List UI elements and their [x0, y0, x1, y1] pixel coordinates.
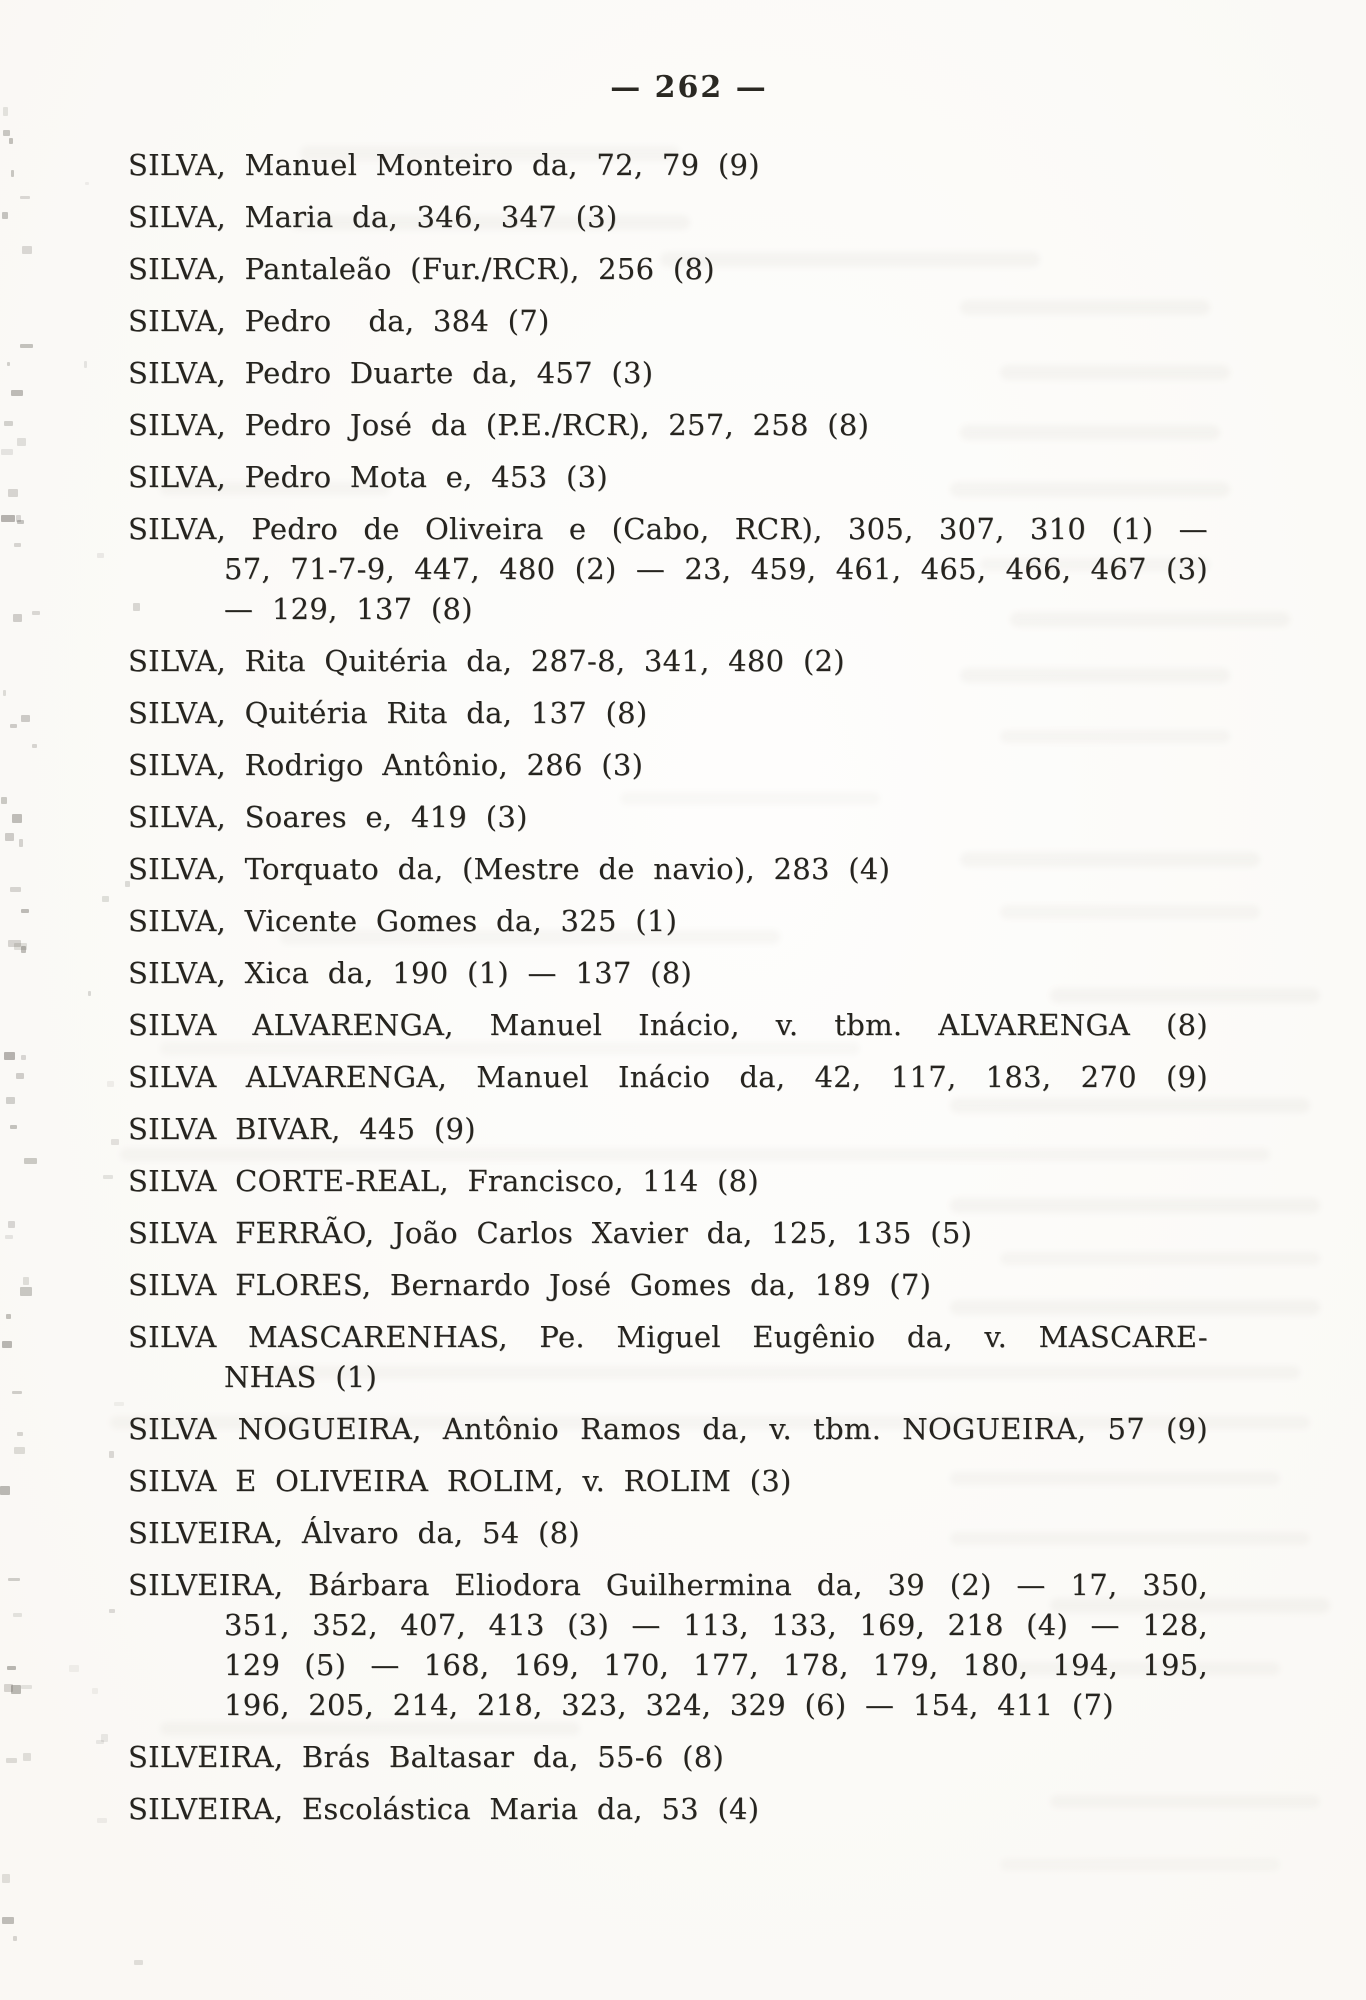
index-entry-line: SILVA, Vicente Gomes da, 325 (1) [128, 904, 678, 938]
scan-speck [14, 543, 21, 548]
index-entry [128, 1789, 1208, 1829]
scan-speck [85, 182, 89, 185]
index-entry-line: SILVA MASCARENHAS, Pe. Miguel Eugênio da, v. MASCARE- [128, 1320, 1208, 1354]
index-entry [128, 1737, 1208, 1777]
scan-speck [1, 515, 15, 521]
scan-speck [8, 1578, 21, 1582]
scan-speck [10, 724, 16, 728]
index-entry [128, 1005, 1208, 1045]
bleedthrough-ghost [1000, 1858, 1280, 1871]
scan-speck [24, 1158, 37, 1164]
index-entry-line: 129 (5) — 168, 169, 170, 177, 178, 179, 180, 194, 195, [224, 1648, 1208, 1682]
scan-speck [3, 107, 8, 116]
scan-speck [84, 361, 88, 368]
scan-speck [69, 1665, 79, 1671]
scan-speck [20, 344, 34, 348]
index-entry-line: SILVA E OLIVEIRA ROLIM, v. ROLIM (3) [128, 1464, 792, 1498]
index-entry-line: SILVA ALVARENGA, Manuel Inácio da, 42, 117, 183, 270 (9) [128, 1060, 1208, 1094]
index-entry [128, 1317, 1208, 1397]
index-entry-line: SILVEIRA, Álvaro da, 54 (8) [128, 1516, 580, 1550]
index-entry-line: SILVA, Pedro Duarte da, 457 (3) [128, 356, 654, 390]
scan-speck [6, 1758, 17, 1763]
index-entry [128, 197, 1208, 237]
scan-speck [19, 839, 23, 847]
index-entry-line: SILVA, Pedro José da (P.E./RCR), 257, 258 (8) [128, 408, 870, 442]
scan-speck [1, 797, 7, 804]
index-entry [128, 1265, 1208, 1305]
scan-speck [11, 1685, 22, 1694]
index-entry [128, 1513, 1208, 1553]
scan-speck [17, 520, 25, 524]
scan-speck [97, 553, 104, 557]
index-entry [128, 953, 1208, 993]
scan-speck [17, 1432, 23, 1437]
scan-speck [7, 1666, 16, 1670]
scan-speck [13, 1613, 22, 1617]
scan-speck [14, 943, 26, 950]
index-entry-line: SILVA, Rodrigo Antônio, 286 (3) [128, 748, 644, 782]
index-entry [128, 353, 1208, 393]
scan-speck [22, 246, 33, 255]
index-entry-line: SILVA, Rita Quitéria da, 287-8, 341, 480 (2) [128, 644, 845, 678]
scan-speck [0, 1486, 10, 1494]
index-entry-line: 196, 205, 214, 218, 323, 324, 329 (6) — 154, 411 (7) [224, 1688, 1114, 1722]
scan-speck [20, 196, 30, 199]
scan-speck [6, 1314, 11, 1319]
scan-speck [9, 138, 13, 145]
index-entry [128, 301, 1208, 341]
index-entry-line: SILVEIRA, Brás Baltasar da, 55-6 (8) [128, 1740, 725, 1774]
index-entry [128, 249, 1208, 289]
index-entry [128, 1565, 1208, 1725]
index-entry [128, 901, 1208, 941]
index-entry-line: SILVEIRA, Bárbara Eliodora Guilhermina da, 39 (2) — 17, 350, [128, 1568, 1208, 1602]
index-entry [128, 641, 1208, 681]
scan-speck [114, 1402, 124, 1406]
scan-speck [103, 1175, 112, 1180]
index-entry-line: SILVA FLORES, Bernardo José Gomes da, 189 (7) [128, 1268, 932, 1302]
index-entry-line: 57, 71-7-9, 447, 480 (2) — 23, 459, 461, 465, 466, 467 (3) [224, 552, 1208, 586]
scan-speck [4, 421, 13, 426]
scan-speck [8, 940, 21, 947]
scan-speck [16, 1073, 24, 1079]
index-entry-line: SILVA, Manuel Monteiro da, 72, 79 (9) [128, 148, 760, 182]
index-entry-line: — 129, 137 (8) [224, 592, 473, 626]
scan-speck [2, 212, 8, 219]
index-entry [128, 693, 1208, 733]
index-entry [128, 1161, 1208, 1201]
scan-speck [1, 449, 13, 455]
index-entry-line: SILVA, Torquato da, (Mestre de navio), 283 (4) [128, 852, 891, 886]
scan-speck [11, 390, 24, 396]
scan-speck [21, 1685, 32, 1688]
index-entry [128, 1057, 1208, 1097]
index-list [128, 145, 1208, 1829]
scan-speck [2, 1341, 12, 1348]
scan-speck [4, 1052, 14, 1060]
scan-speck [21, 1055, 26, 1060]
index-entry [128, 797, 1208, 837]
scan-speck [2, 1874, 10, 1883]
scan-speck [16, 515, 21, 522]
index-entry [128, 849, 1208, 889]
index-entry [128, 457, 1208, 497]
index-entry [128, 745, 1208, 785]
scan-speck [5, 833, 14, 842]
scan-speck [6, 1097, 15, 1104]
scan-speck [32, 744, 37, 748]
scan-speck [97, 1818, 107, 1823]
index-entry [128, 1461, 1208, 1501]
scan-speck [10, 1125, 16, 1129]
index-entry-line: SILVA, Quitéria Rita da, 137 (8) [128, 696, 648, 730]
scan-speck [20, 1287, 32, 1295]
scan-speck [21, 946, 26, 953]
scan-speck [12, 814, 23, 822]
scan-speck [92, 1688, 98, 1694]
index-entry [128, 1109, 1208, 1149]
index-entry [128, 1409, 1208, 1449]
index-entry-line: SILVA ALVARENGA, Manuel Inácio, v. tbm. ALVARENGA (8) [128, 1008, 1208, 1042]
scan-speck [13, 614, 23, 622]
scan-speck [102, 896, 109, 902]
index-entry-line: SILVA, Maria da, 346, 347 (3) [128, 200, 618, 234]
scan-speck [23, 1753, 31, 1760]
scan-speck [3, 690, 6, 696]
scan-speck [2, 1917, 13, 1924]
scan-speck [111, 1139, 119, 1145]
scan-speck [4, 1684, 12, 1692]
page-number: — 262 — [610, 70, 768, 105]
scan-speck [21, 715, 29, 722]
index-entry-line: NHAS (1) [224, 1360, 378, 1394]
scan-speck [23, 1277, 30, 1285]
scan-speck [8, 1221, 15, 1228]
scan-speck [21, 909, 30, 913]
index-entry [128, 509, 1208, 629]
scan-speck [109, 1609, 115, 1613]
scan-speck [5, 1235, 13, 1239]
index-entry-line: 351, 352, 407, 413 (3) — 113, 133, 169, 218 (4) — 128, [224, 1608, 1208, 1642]
index-entry-line: SILVA, Pantaleão (Fur./RCR), 256 (8) [128, 252, 715, 286]
index-entry [128, 145, 1208, 185]
index-entry-line: SILVA, Xica da, 190 (1) — 137 (8) [128, 956, 693, 990]
scan-speck [96, 1740, 105, 1744]
scan-speck [109, 1451, 113, 1458]
index-entry-line: SILVA, Pedro Mota e, 453 (3) [128, 460, 608, 494]
scan-speck [11, 170, 15, 176]
scan-speck [101, 1734, 107, 1741]
scan-speck [107, 1081, 114, 1087]
scan-speck [134, 1960, 143, 1965]
index-entry-line: SILVA FERRÃO, João Carlos Xavier da, 125, 135 (5) [128, 1216, 973, 1250]
index-entry-line: SILVA NOGUEIRA, Antônio Ramos da, v. tbm. NOGUEIRA, 57 (9) [128, 1412, 1208, 1446]
scan-speck [88, 991, 92, 996]
scan-speck [17, 438, 26, 446]
index-entry [128, 1213, 1208, 1253]
scan-speck [14, 1447, 26, 1455]
index-entry-line: SILVEIRA, Escolástica Maria da, 53 (4) [128, 1792, 760, 1826]
index-entry-line: SILVA, Pedro da, 384 (7) [128, 304, 550, 338]
scan-speck [10, 887, 21, 892]
index-entry [128, 405, 1208, 445]
index-entry-line: SILVA, Soares e, 419 (3) [128, 800, 528, 834]
scan-speck [32, 611, 41, 615]
scan-speck [3, 130, 10, 136]
scan-speck [7, 362, 11, 367]
index-entry-line: SILVA CORTE-REAL, Francisco, 114 (8) [128, 1164, 759, 1198]
scan-speck [13, 1936, 16, 1941]
scan-speck [12, 1391, 22, 1394]
index-entry-line: SILVA, Pedro de Oliveira e (Cabo, RCR), 305, 307, 310 (1) — [128, 512, 1208, 546]
scan-speck [8, 489, 18, 497]
index-entry-line: SILVA BIVAR, 445 (9) [128, 1112, 476, 1146]
